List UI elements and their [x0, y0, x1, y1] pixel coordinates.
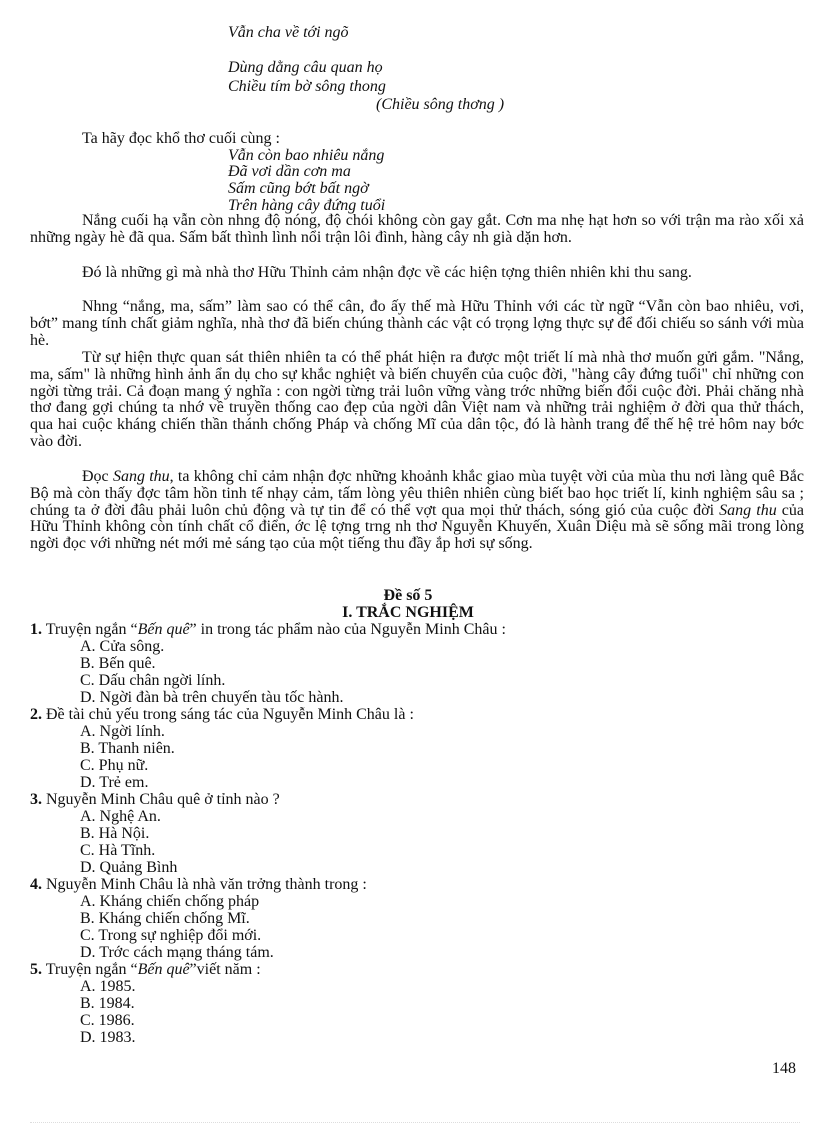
poem-line: Đã vơi dần cơn ma	[228, 163, 351, 180]
question-number: 4.	[30, 876, 42, 893]
answer-option: B. Kháng chiến chống Mĩ.	[80, 910, 250, 927]
paragraph: Từ sự hiện thực quan sát thiên nhiên ta có thể phát hiện ra được một triết lí mà nhà thơ muốn gửi gắm. "Nắng, ma, sấm" là những hình ảnh ẩn dụ cho sự khắc nghiệt và biến chuyển của cuộc đời, "hàng cây đứng tuổi" chỉ những con ngời từng trải. Cả đoạn mang ý nghĩa : con ngời từng trải luôn vững vàng trớc những biến đổi cuộc đời. Phải chăng nhà thơ đang gợi chúng ta nhớ về truyền thống cao đẹp của ngời dân Việt nam và những trải nghiệm ở đời qua thử thách, qua hai cuộc kháng chiến thần thánh chống Pháp và chống Mĩ của dân tộc, đó là hành trang để thế hệ trẻ hôm nay bớc vào đời.	[30, 349, 804, 450]
question	[30, 791, 280, 808]
italic-title: Sang thu	[112, 468, 170, 485]
answer-option: C. Phụ nữ.	[80, 757, 149, 774]
question-number: 5.	[30, 961, 42, 978]
answer-option: D. Trẻ em.	[80, 774, 149, 791]
poem-line: Dùng dằng câu quan họ	[228, 59, 383, 76]
paragraph: Đó là những gì mà nhà thơ Hữu Thỉnh cảm nhận đợc về các hiện tợng thiên nhiên khi thu sang.	[82, 264, 692, 281]
question	[30, 876, 367, 893]
question-text: Truyện ngắn “	[42, 621, 138, 638]
italic-title: Bến quê	[137, 961, 190, 978]
answer-option: A. Kháng chiến chống pháp	[80, 893, 260, 910]
page-number: 148	[772, 1060, 796, 1077]
text-run: của Hữu Thỉnh không còn tính chất cổ điển, ớc lệ tợng trng nh thơ Nguyễn Khuyến, Xuân Diệu mà sẽ sống mãi trong lòng ngời đọc với những nét mới mẻ sáng tạo của một tiếng thu đầy ắp hơi sự sống.	[30, 501, 805, 553]
question-text: Nguyễn Minh Châu là nhà văn trởng thành trong :	[42, 876, 367, 893]
question	[30, 621, 506, 638]
answer-option: D. Ngời đàn bà trên chuyến tàu tốc hành.	[80, 689, 344, 706]
section-heading: I. TRẮC NGHIỆM	[342, 604, 474, 621]
answer-option: B. Thanh niên.	[80, 740, 175, 757]
answer-option: C. Dấu chân ngời lính.	[80, 672, 226, 689]
answer-option: D. Trớc cách mạng tháng tám.	[80, 944, 274, 961]
question-number: 3.	[30, 791, 42, 808]
question-number: 2.	[30, 706, 42, 723]
question-text: ” in trong tác phẩm nào của Nguyễn Minh Châu :	[189, 621, 506, 638]
paragraph: Nhng “nắng, ma, sấm” làm sao có thể cân, đo ấy thế mà Hữu Thỉnh với các từ ngữ “Vẫn còn bao nhiêu, vơi, bớt” mang tính chất giảm nghĩa, nhà thơ đã biến chúng thành các vật có trọng lợng thực sự để đối chiếu so sánh với mùa hè.	[30, 298, 804, 349]
answer-option: D. 1983.	[80, 1029, 136, 1046]
answer-option: A. Cửa sông.	[80, 638, 165, 655]
answer-option: C. 1986.	[80, 1012, 135, 1029]
question	[30, 961, 261, 978]
question-text: Truyện ngắn “	[42, 961, 138, 978]
answer-option: C. Hà Tĩnh.	[80, 842, 156, 859]
answer-option: C. Trong sự nghiệp đổi mới.	[80, 927, 262, 944]
question-text: Đề tài chủ yếu trong sáng tác của Nguyễn Minh Châu là :	[42, 706, 414, 723]
intro-text: Ta hãy đọc khổ thơ cuối cùng :	[82, 130, 280, 147]
question-text: Nguyễn Minh Châu quê ở tỉnh nào ?	[42, 791, 280, 808]
poem-line: Vẫn cha về tới ngõ	[228, 24, 349, 41]
question-number: 1.	[30, 621, 42, 638]
answer-option: B. Bến quê.	[80, 655, 156, 672]
question-text: ”viết năm :	[189, 961, 261, 978]
answer-option: D. Quảng Bình	[80, 859, 178, 876]
paragraph: Nắng cuối hạ vẫn còn nhng độ nóng, độ chói không còn gay gắt. Cơn ma nhẹ hạt hơn so với trận ma rào xối xả những ngày hè đã qua. Sấm bất thình lình nổi trận lôi đình, hàng cây nh già dặn hơn.	[30, 212, 804, 246]
italic-title: Bến quê	[137, 621, 190, 638]
paragraph-final	[30, 469, 804, 553]
poem-line: Trên hàng cây đứng tuổi	[228, 197, 386, 214]
poem-line: Vẫn còn bao nhiêu nắng	[228, 147, 385, 164]
poem-line: Chiều tím bờ sông thong	[228, 78, 386, 95]
poem-line: Sấm cũng bớt bất ngờ	[228, 180, 369, 197]
poem-source: (Chiều sông thơng )	[376, 96, 505, 113]
question	[30, 706, 414, 723]
text-run: Đọc	[82, 468, 113, 485]
exam-title: Đề số 5	[383, 587, 433, 604]
text-run: , ta không chỉ cảm nhận đợc những khoảnh khắc giao mùa tuyệt vời của mùa thu nơi làng quê Bắc Bộ mà còn thấy đợc tâm hồn tinh tế nhạy cảm, tấm lòng yêu thiên nhiên cùng biết bao học triết lí, kinh nghiệm sâu sa ; chúng ta ở đời đâu phải luôn chủ động và tự tin để có thể vợt qua mọi thử thách, sóng gió của cuộc đời	[30, 468, 805, 519]
answer-option: B. 1984.	[80, 995, 135, 1012]
answer-option: A. Nghệ An.	[80, 808, 161, 825]
italic-title: Sang thu	[719, 501, 777, 519]
answer-option: B. Hà Nội.	[80, 825, 150, 842]
answer-option: A. 1985.	[80, 978, 136, 995]
answer-option: A. Ngời lính.	[80, 723, 165, 740]
